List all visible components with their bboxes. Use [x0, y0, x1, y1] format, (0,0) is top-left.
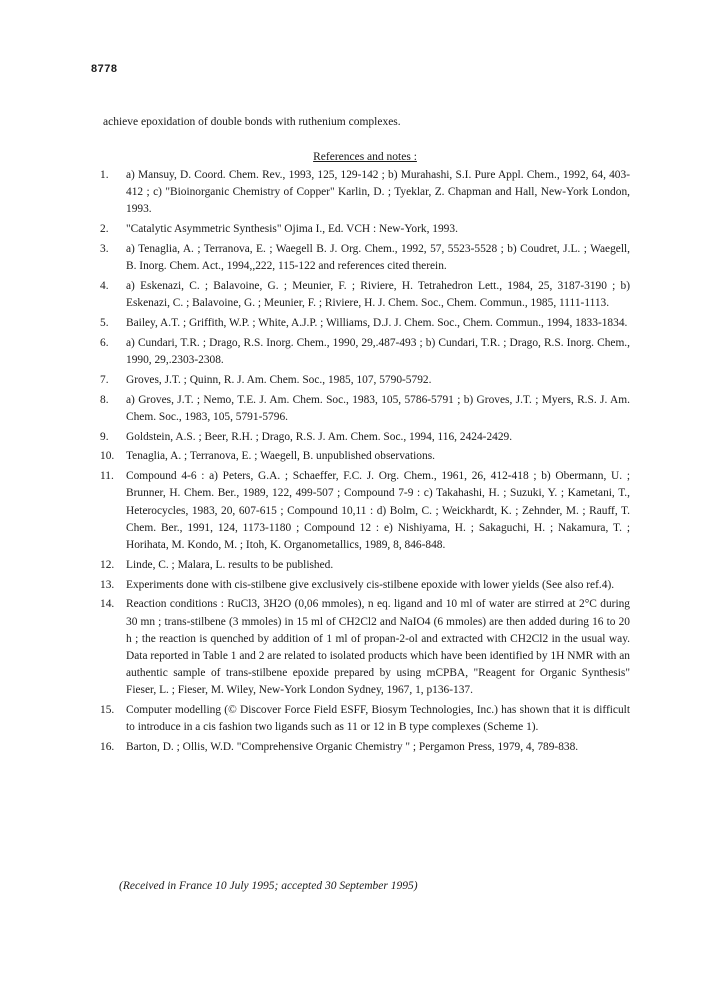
- reference-text: Reaction conditions : RuCl3, 3H2O (0,06 mmoles), n eq. ligand and 10 ml of water are stirred at 2°C during 30 mn ; trans-stilbene (3 mmoles) in 15 ml of CH2Cl2 and NaIO4 (6 mmoles) are then added during 16 to 20 h ; the reaction is quenched by addition of 1 ml of propan-2-ol and extracted with CH2Cl2 in the usual way. Data reported in Table 1 and 2 are related to isolated products which have been identified by 1H NMR with an authentic sample of trans-stilbene epoxide prepared by using mCPBA, "Reagent for Organic Synthesis" Fieser, L. ; Fieser, M. Wiley, New-York London Sydney, 1967, 1, p136-137.: [126, 598, 630, 697]
- reference-text: a) Cundari, T.R. ; Drago, R.S. Inorg. Chem., 1990, 29,.487-493 ; b) Cundari, T.R. ; Drago, R.S. Inorg. Chem., 1990, 29,.2303-2308.: [126, 336, 630, 366]
- reference-text: Barton, D. ; Ollis, W.D. "Comprehensive Organic Chemistry " ; Pergamon Press, 1979, 4, 789-838.: [126, 741, 579, 754]
- references-heading-text: References and notes :: [313, 151, 417, 163]
- reference-item: [100, 448, 630, 465]
- references-list: [100, 167, 630, 759]
- reference-number: 6.: [100, 336, 109, 349]
- reference-item: [100, 335, 630, 369]
- reference-text: a) Groves, J.T. ; Nemo, T.E. J. Am. Chem. Soc., 1983, 105, 5786-5791 ; b) Groves, J.T. ; Myers, R.S. J. Am. Chem. Soc., 1983, 105, 5791-5796.: [126, 393, 630, 423]
- reference-text: Compound 4-6 : a) Peters, G.A. ; Schaeffer, F.C. J. Org. Chem., 1961, 26, 412-418 ; b) Obermann, U. ; Brunner, H. Chem. Ber., 1989, 122, 499-507 ; Compound 7-9 : c) Takahashi, H. ; Suzuki, Y. ; Kametani, T., Heterocycles, 1983, 20, 607-615 ; Compound 10,11 : d) Bolm, C. ; Weickhardt, K. ; Zehnder, M. ; Rauff, T. Chem. Ber., 1991, 124, 1173-1180 ; Compound 12 : e) Nishiyama, H. ; Sakaguchi, H. ; Nakamura, T. ; Horihata, M. Kondo, M. ; Itoh, K. Organometallics, 1989, 8, 846-848.: [126, 470, 630, 551]
- reference-item: [100, 392, 630, 426]
- reference-item: [100, 468, 630, 554]
- reference-number: 11.: [100, 470, 114, 483]
- reference-number: 12.: [100, 558, 115, 571]
- reference-item: [100, 315, 630, 332]
- reference-number: 16.: [100, 741, 115, 754]
- lead-text: achieve epoxidation of double bonds with ruthenium complexes.: [103, 116, 401, 128]
- reference-text: Experiments done with cis-stilbene give exclusively cis-stilbene epoxide with lower yields (See also ref.4).: [126, 578, 615, 591]
- reference-item: [100, 702, 630, 736]
- reference-text: Groves, J.T. ; Quinn, R. J. Am. Chem. Soc., 1985, 107, 5790-5792.: [126, 373, 432, 386]
- reference-number: 15.: [100, 704, 115, 717]
- reference-item: [100, 278, 630, 312]
- reference-number: 1.: [100, 169, 109, 181]
- page-number: 8778: [91, 63, 118, 75]
- reference-item: [100, 557, 630, 574]
- reference-text: a) Mansuy, D. Coord. Chem. Rev., 1993, 125, 129-142 ; b) Murahashi, S.I. Pure Appl. Chem., 1992, 64, 403-412 ; c) "Bioinorganic Chemistry of Copper" Karlin, D. ; Tyeklar, Z. Chapman and Hall, New-York London, 1993.: [126, 169, 630, 216]
- reference-number: 5.: [100, 317, 109, 329]
- reference-number: 8.: [100, 393, 109, 406]
- reference-item: [100, 577, 630, 594]
- reference-number: 2.: [100, 223, 109, 236]
- reference-text: a) Eskenazi, C. ; Balavoine, G. ; Meunier, F. ; Riviere, H. Tetrahedron Lett., 1984, 25, 3187-3190 ; b) Eskenazi, C. ; Balavoine, G. ; Meunier, F. ; Riviere, H. J. Chem. Soc., Chem. Commun., 1985, 1111-1113.: [126, 280, 630, 310]
- reference-text: Tenaglia, A. ; Terranova, E. ; Waegell, B. unpublished observations.: [126, 450, 435, 463]
- reference-text: "Catalytic Asymmetric Synthesis" Ojima I., Ed. VCH : New-York, 1993.: [126, 223, 458, 236]
- reference-number: 9.: [100, 430, 109, 443]
- reference-number: 10.: [100, 450, 115, 463]
- reference-number: 7.: [100, 373, 109, 386]
- references-heading: [0, 151, 720, 163]
- reference-item: [100, 221, 630, 238]
- reference-item: [100, 167, 630, 219]
- reference-item: [100, 739, 630, 756]
- reference-item: [100, 241, 630, 275]
- reference-number: 14.: [100, 598, 115, 611]
- reference-text: Goldstein, A.S. ; Beer, R.H. ; Drago, R.S. J. Am. Chem. Soc., 1994, 116, 2424-2429.: [126, 430, 513, 443]
- reference-text: Linde, C. ; Malara, L. results to be published.: [126, 558, 334, 571]
- reference-text: Bailey, A.T. ; Griffith, W.P. ; White, A.J.P. ; Williams, D.J. J. Chem. Soc., Chem. Commun., 1994, 1833-1834.: [126, 317, 628, 329]
- reference-number: 13.: [100, 578, 115, 591]
- reference-item: [100, 429, 630, 446]
- reference-number: 4.: [100, 280, 109, 292]
- reference-number: 3.: [100, 243, 109, 255]
- reference-text: Computer modelling (© Discover Force Field ESFF, Biosym Technologies, Inc.) has shown that it is difficult to introduce in a cis fashion two ligands such as 11 or 12 in B type complexes (Scheme 1).: [126, 704, 630, 734]
- reference-item: [100, 372, 630, 389]
- reference-item: [100, 596, 630, 699]
- received-note: (Received in France 10 July 1995; accepted 30 September 1995): [119, 880, 418, 892]
- reference-text: a) Tenaglia, A. ; Terranova, E. ; Waegell B. J. Org. Chem., 1992, 57, 5523-5528 ; b) Coudret, J.L. ; Waegell, B. Inorg. Chem. Act., 1994,,222, 115-122 and references cited therein.: [126, 243, 630, 273]
